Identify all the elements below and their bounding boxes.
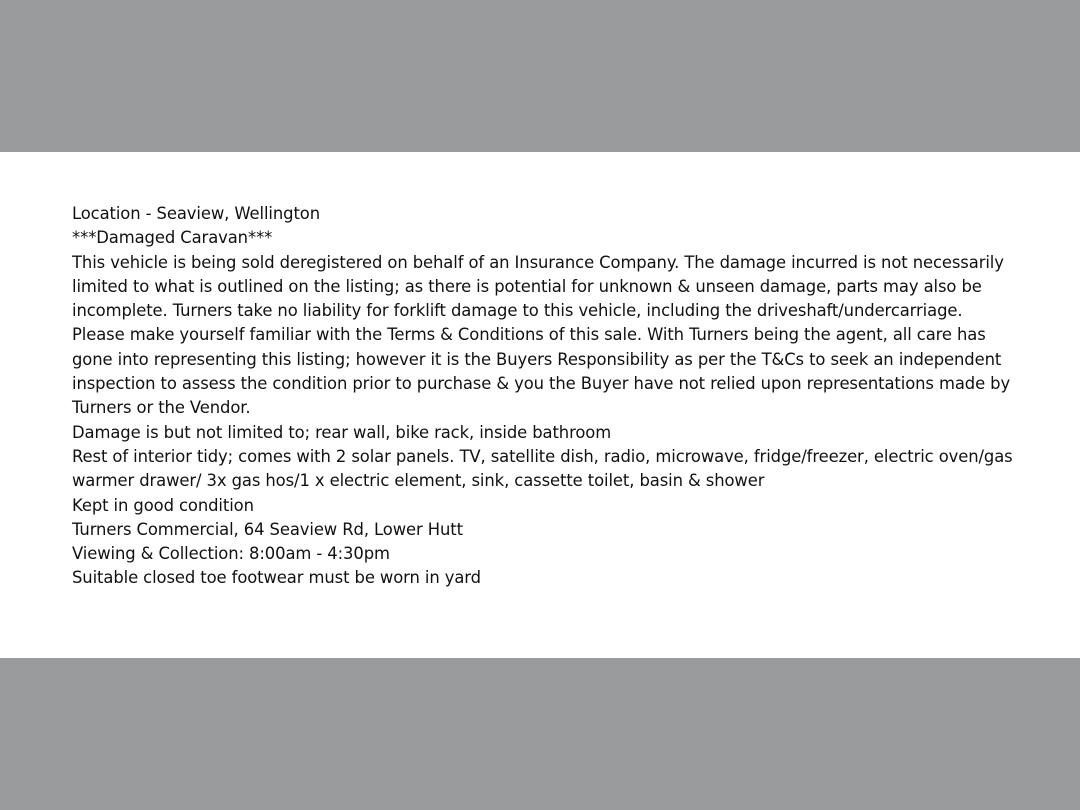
condition-line: Kept in good condition — [72, 495, 254, 515]
description-line: incomplete. Turners take no liability for forklift damage to this vehicle, including the driveshaft/undercarriage. — [72, 301, 963, 321]
viewing-hours-line: Viewing & Collection: 8:00am - 4:30pm — [72, 544, 390, 564]
interior-features-line: Rest of interior tidy; comes with 2 solar panels. TV, satellite dish, radio, microwave, fridge/freezer, electric oven/gas — [72, 446, 1013, 466]
address-line: Turners Commercial, 64 Seaview Rd, Lower Hutt — [72, 519, 463, 539]
terms-line: Please make yourself familiar with the Terms & Conditions of this sale. With Turners being the agent, all care has — [72, 325, 986, 345]
terms-line: Turners or the Vendor. — [72, 398, 251, 418]
terms-line: gone into representing this listing; however it is the Buyers Responsibility as per the T&Cs to seek an independent — [72, 349, 1002, 369]
terms-line: inspection to assess the condition prior to purchase & you the Buyer have not relied upon representations made by — [72, 374, 1011, 394]
location-line: Location - Seaview, Wellington — [72, 204, 320, 223]
description-line: This vehicle is being sold deregistered on behalf of an Insurance Company. The damage incurred is not necessarily — [72, 252, 1004, 272]
damaged-caravan-heading: ***Damaged Caravan*** — [72, 228, 273, 248]
bottom-gray-band — [0, 658, 1080, 810]
listing-description-text — [72, 202, 1022, 591]
footwear-notice-line: Suitable closed toe footwear must be worn in yard — [72, 568, 481, 588]
interior-features-line: warmer drawer/ 3x gas hos/1 x electric element, sink, cassette toilet, basin & shower — [72, 471, 765, 491]
damage-details-line: Damage is but not limited to; rear wall, bike rack, inside bathroom — [72, 422, 612, 442]
description-line: limited to what is outlined on the listing; as there is potential for unknown & unseen damage, parts may also be — [72, 276, 982, 296]
top-gray-band — [0, 0, 1080, 152]
